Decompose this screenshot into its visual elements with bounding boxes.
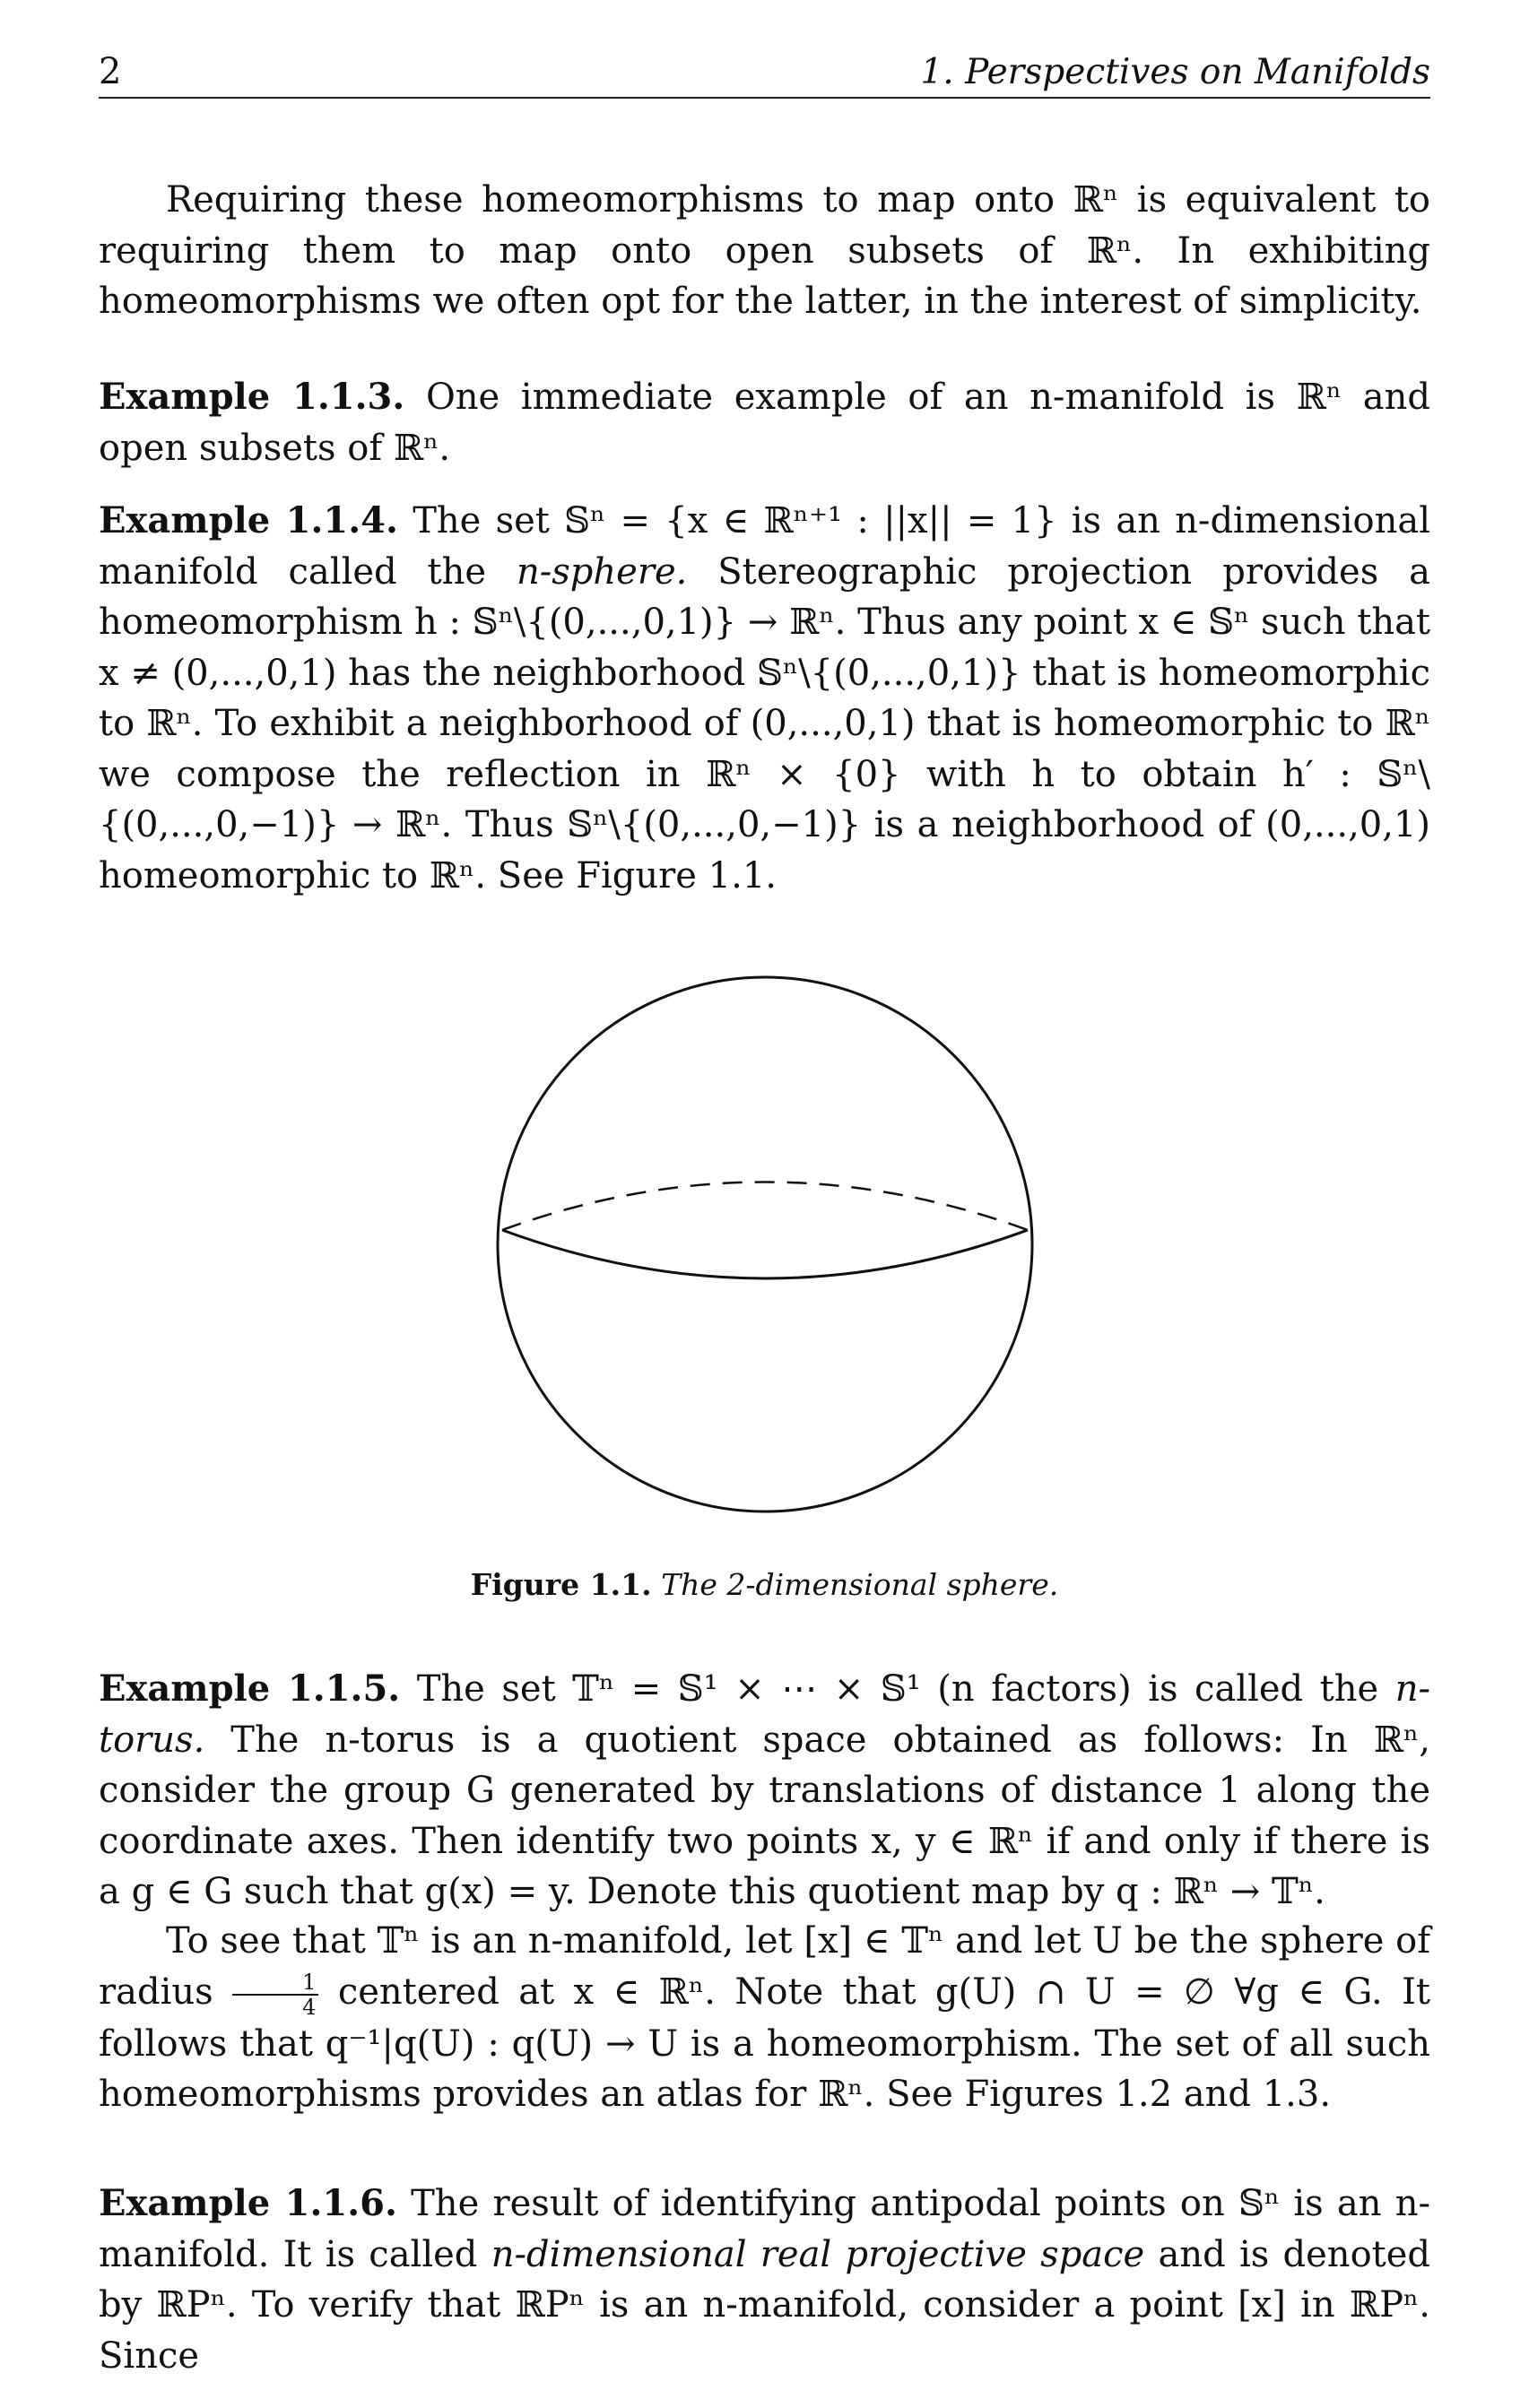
example-label: Example 1.1.5.	[99, 1667, 401, 1710]
sphere-equator-front	[502, 1230, 1028, 1278]
defined-term: n-sphere.	[516, 550, 688, 593]
example-text: Stereographic projection provides a homeomorphism h : 𝕊ⁿ\{(0,...,0,1)} → ℝⁿ. Thus any point x ∈ 𝕊ⁿ such that x ≠ (0,...,0,1) has the neighborhood 𝕊ⁿ\{(0,...,0,1)} that is homeomorphic to ℝⁿ. To exhibit a neighborhood of (0,...,0,1) that is homeomorphic to ℝⁿ we compose the reflection in ℝⁿ × {0} with h to obtain h′ : 𝕊ⁿ\{(0,...,0,−1)} → ℝⁿ. Thus 𝕊ⁿ\{(0,...,0,−1)} is a neighborhood of (0,...,0,1) homeomorphic to ℝⁿ. See Figure 1.1.	[99, 550, 1430, 897]
example-text: The set 𝕊ⁿ = {x ∈ ℝⁿ⁺¹ : ||x|| = 1} is an n-dimensional manifold called the	[99, 500, 1431, 593]
fraction-denominator: 4	[302, 1994, 317, 2020]
example-1-1-4	[99, 496, 1430, 901]
example-text: One immediate example of an n-manifold is ℝⁿ and open subsets of ℝⁿ.	[99, 377, 1431, 469]
torus-text: To see that 𝕋ⁿ is an n-manifold, let [x] ∈ 𝕋ⁿ and let U be the sphere of radius	[99, 1920, 1430, 2013]
page-header	[99, 43, 1430, 99]
torus-text: centered at x ∈ ℝⁿ. Note that g(U) ∩ U = ∅ ∀g ∈ G. It follows that q⁻¹|q(U) : q(U) → U is a homeomorphism. The set of all such homeomorphisms provides an atlas for ℝⁿ. See Figures 1.2 and 1.3.	[99, 1971, 1430, 2115]
fraction-numerator: 1	[232, 1971, 318, 1996]
example-text: The set 𝕋ⁿ = 𝕊¹ × ⋯ × 𝕊¹ (n factors) is called the	[416, 1668, 1395, 1710]
example-label: Example 1.1.3.	[99, 376, 405, 418]
defined-term: n-torus.	[99, 1668, 1430, 1761]
example-1-1-3	[99, 372, 1430, 473]
figure-caption-text: The 2-dimensional sphere.	[661, 1567, 1059, 1602]
example-label: Example 1.1.4.	[99, 499, 398, 541]
figure-caption	[0, 1567, 1529, 1603]
running-title: 1. Perspectives on Manifolds	[920, 52, 1430, 92]
defined-term: n-dimensional real projective space	[491, 2233, 1145, 2275]
example-text: The result of identifying antipodal points on 𝕊ⁿ is an n-manifold. It is called	[99, 2183, 1431, 2275]
example-1-1-6	[99, 2178, 1430, 2381]
example-1-1-5	[99, 1664, 1430, 1918]
sphere-outline	[498, 977, 1032, 1511]
example-text: and is denoted by ℝPⁿ. To verify that ℝPⁿ is an n-manifold, consider a point [x] in ℝPⁿ. Since	[99, 2233, 1431, 2377]
example-text: The n-torus is a quotient space obtained as follows: In ℝⁿ, consider the group G generated by translations of distance 1 along the coordinate axes. Then identify two points x, y ∈ ℝⁿ if and only if there is a g ∈ G such that g(x) = y. Denote this quotient map by q : ℝⁿ → 𝕋ⁿ.	[99, 1719, 1430, 1912]
sphere-equator-back	[502, 1182, 1028, 1231]
sphere-figure	[491, 968, 1038, 1524]
intro-text: Requiring these homeomorphisms to map onto ℝⁿ is equivalent to requiring them to map onto open subsets of ℝⁿ. In exhibiting homeomorphisms we often opt for the latter, in the interest of simplicity.	[99, 179, 1430, 322]
figure-label: Figure 1.1.	[470, 1567, 652, 1602]
intro-paragraph	[99, 175, 1430, 327]
page-number: 2	[99, 51, 122, 92]
example-label: Example 1.1.6.	[99, 2182, 397, 2224]
fraction-one-quarter	[232, 1971, 318, 2019]
torus-paragraph	[99, 1916, 1430, 2120]
